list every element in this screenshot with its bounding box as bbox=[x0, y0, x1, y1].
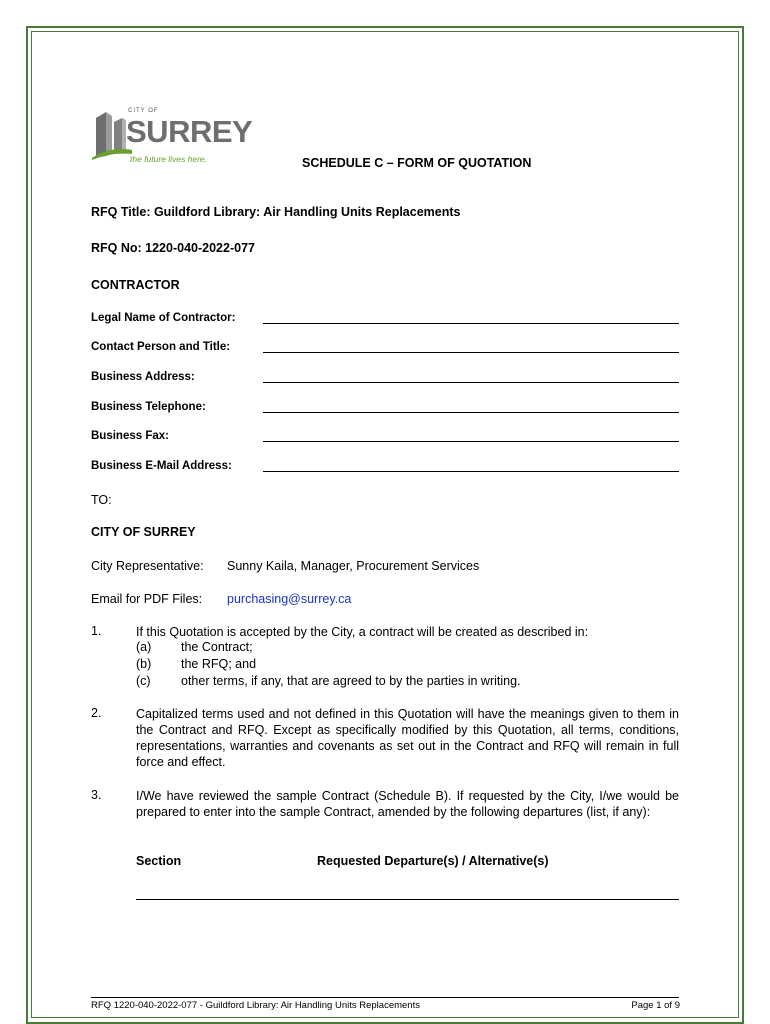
item-3-text: I/We have reviewed the sample Contract (Schedule B). If requested by the City, I/we would be prepared to enter into the sample Contract, amended by the following departures (list, if any): bbox=[136, 789, 679, 819]
business-telephone-field[interactable] bbox=[263, 412, 679, 413]
item-1a-letter: (a) bbox=[136, 640, 152, 654]
footer-divider bbox=[91, 997, 679, 998]
item-1b-letter: (b) bbox=[136, 657, 152, 671]
legal-name-field[interactable] bbox=[263, 323, 679, 324]
rfq-number: RFQ No: 1220-040-2022-077 bbox=[91, 241, 255, 255]
business-email-field[interactable] bbox=[263, 471, 679, 472]
email-label: Email for PDF Files: bbox=[91, 592, 203, 606]
city-rep-value: Sunny Kaila, Manager, Procurement Services bbox=[227, 559, 480, 573]
field-label-business-telephone: Business Telephone: bbox=[91, 401, 206, 413]
item-2-number: 2. bbox=[91, 706, 102, 720]
email-link[interactable]: purchasing@surrey.ca bbox=[227, 592, 352, 606]
logo-name: SURREY bbox=[126, 114, 253, 149]
item-2-text: Capitalized terms used and not defined in this Quotation will have the meanings given to them in the Contract and RFQ. Except as specifically modified by this Quotation, all terms, conditions, representations, warranties and covenants as set out in the Contract and RFQ will remain in full force and effect. bbox=[136, 707, 679, 769]
city-of-surrey-logo bbox=[92, 108, 252, 170]
footer-page-number: Page 1 of 9 bbox=[631, 1000, 680, 1011]
item-3-number: 3. bbox=[91, 788, 102, 802]
item-1b-text: the RFQ; and bbox=[181, 657, 257, 671]
field-label-legal-name: Legal Name of Contractor: bbox=[91, 312, 236, 324]
departures-entry-line[interactable] bbox=[136, 899, 679, 900]
logo-tagline: the future lives here. bbox=[130, 154, 208, 164]
to-label: TO: bbox=[91, 493, 112, 507]
field-label-business-fax: Business Fax: bbox=[91, 430, 169, 442]
page-title: SCHEDULE C – FORM OF QUOTATION bbox=[302, 156, 532, 170]
footer-left: RFQ 1220-040-2022-077 - Guildford Library: Air Handling Units Replacements bbox=[91, 1000, 420, 1011]
departures-col-departure: Requested Departure(s) / Alternative(s) bbox=[317, 854, 549, 868]
item-1-number: 1. bbox=[91, 624, 102, 638]
item-1c-text: other terms, if any, that are agreed to by the parties in writing. bbox=[181, 674, 521, 688]
field-label-business-email: Business E-Mail Address: bbox=[91, 460, 232, 472]
item-1-text: If this Quotation is accepted by the City, a contract will be created as described in: bbox=[136, 625, 589, 639]
field-label-contact-person: Contact Person and Title: bbox=[91, 341, 231, 353]
rfq-title: RFQ Title: Guildford Library: Air Handling Units Replacements bbox=[91, 205, 461, 219]
business-address-field[interactable] bbox=[263, 382, 679, 383]
contact-person-field[interactable] bbox=[263, 352, 679, 353]
city-rep-label: City Representative: bbox=[91, 559, 204, 573]
city-heading: CITY OF SURREY bbox=[91, 525, 196, 539]
logo-city-of: CITY OF bbox=[128, 108, 159, 114]
departures-col-section: Section bbox=[136, 854, 182, 868]
item-1a-text: the Contract; bbox=[181, 640, 253, 654]
field-label-business-address: Business Address: bbox=[91, 371, 195, 383]
item-1c-letter: (c) bbox=[136, 674, 151, 688]
contractor-heading: CONTRACTOR bbox=[91, 278, 180, 292]
business-fax-field[interactable] bbox=[263, 441, 679, 442]
